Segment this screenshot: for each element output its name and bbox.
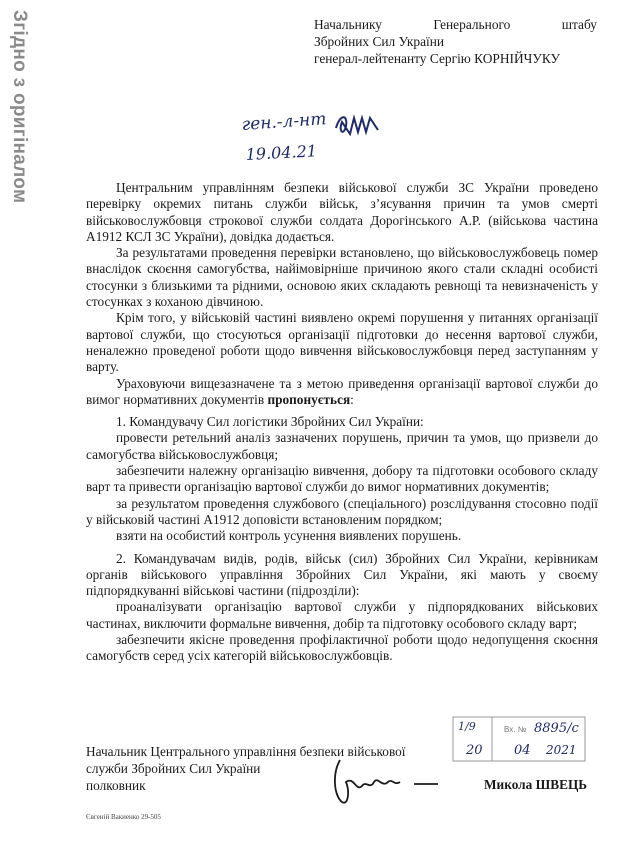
- side-stamp-text: Згідно з оригіналом: [9, 10, 30, 204]
- resolution-rank: ген.-л-нт: [240, 109, 328, 135]
- resolution-signature: [336, 117, 378, 134]
- section-1-item-b: забезпечити належну організацію вивчення, добору та підготовки особового складу варт та привести організацію вартової служби до вимог нормативних документів;: [86, 463, 598, 495]
- section-1-title: 1. Командувачу Сил логістики Збройних Сил України:: [116, 414, 424, 430]
- stamp-number: 8895/с: [534, 721, 579, 736]
- executor-line: Євгеній Вакиенко 29-505: [86, 813, 161, 821]
- paragraph-4: Ураховуючи вищезазначене та з метою приведення організації вартової служби до вимог нормативних документів пропонується:: [86, 375, 598, 407]
- signer-name: Микола ШВЕЦЬ: [484, 777, 588, 792]
- signer-rank: полковник: [86, 778, 146, 793]
- signature-stroke: [335, 760, 438, 803]
- stamp-date-month: 04: [514, 743, 531, 758]
- section-2-item-a: проаналізувати організацію вартової служби у підпорядкованих військових частинах, виключити формальне вивчення, добір та підготовку особового складу варт;: [86, 599, 598, 631]
- stamp-top-left: 1/9: [458, 720, 476, 733]
- stamp-date-year: 2021: [546, 743, 577, 757]
- section-1-item-d: взяти на особистий контроль усунення виявлених порушень.: [116, 528, 462, 544]
- section-1-item-c: за результатом проведення службового (спеціального) розслідування стосовно події у військовій частині А1912 доповісти встановленим порядком;: [86, 495, 598, 527]
- letter-body: [86, 180, 598, 665]
- stamp-vkh-label: Вх. №: [504, 725, 527, 734]
- addressee-line-2: Збройних Сил України: [314, 34, 445, 49]
- stamp-date-day: 20: [466, 743, 483, 758]
- paragraph-3: Крім того, у військовій частині виявлено окремі порушення у питаннях організації вартової служби, що стосуються організації підготовки до несення вартової служби, неналежно проведеної роботи щодо вивчення військовослужбовця перед заступанням у варту.: [86, 310, 598, 375]
- side-certification-stamp: [2, 0, 36, 842]
- paragraph-2: За результатами проведення перевірки встановлено, що військовослужбовець помер внаслідок скоєння самогубства, найімовірніше причиною якого стали складні особисті стосунки з близькими та рідними, основою яких складають ревнощі та невизначеність у стосунках з коханою дівчиною.: [86, 245, 598, 310]
- section-1-item-a: провести ретельний аналіз зазначених порушень, причин та умов, що призвели до самогубства військовослужбовця;: [86, 430, 598, 462]
- section-2-item-b: забезпечити якісне проведення профілактичної роботи щодо недопущення скоєння самогубств серед усіх категорій військовослужбовців.: [86, 632, 598, 664]
- signer-title-line-2: служби Збройних Сил України: [86, 761, 261, 776]
- handwritten-signature: [326, 752, 446, 812]
- addressee-line-1: Начальнику Генерального штабу: [314, 17, 597, 32]
- section-2-title: 2. Командувачам видів, родів, військ (сил) Збройних Сил України, керівникам органів військового управління Збройних Сил України, які мають у своєму підпорядкуванні військові частини (підрозділи):: [86, 550, 598, 599]
- signer-title-line-1: Начальник Центрального управління безпеки військової: [86, 744, 406, 759]
- handwritten-resolution: [238, 106, 438, 170]
- addressee-block: [314, 16, 597, 67]
- paragraph-1: Центральним управлінням безпеки військової служби ЗС України проведено перевірку окремих питань служби військ, з’ясування причин та умов смерті військовослужбовця строкової служби солдата Дорогінського А.Р. (військова частина А1912 КСЛ ЗС України), довідка додається.: [86, 180, 598, 244]
- resolution-date: 19.04.21: [245, 141, 318, 164]
- addressee-line-3: генерал-лейтенанту Сергію КОРНІЙЧУКУ: [314, 51, 560, 66]
